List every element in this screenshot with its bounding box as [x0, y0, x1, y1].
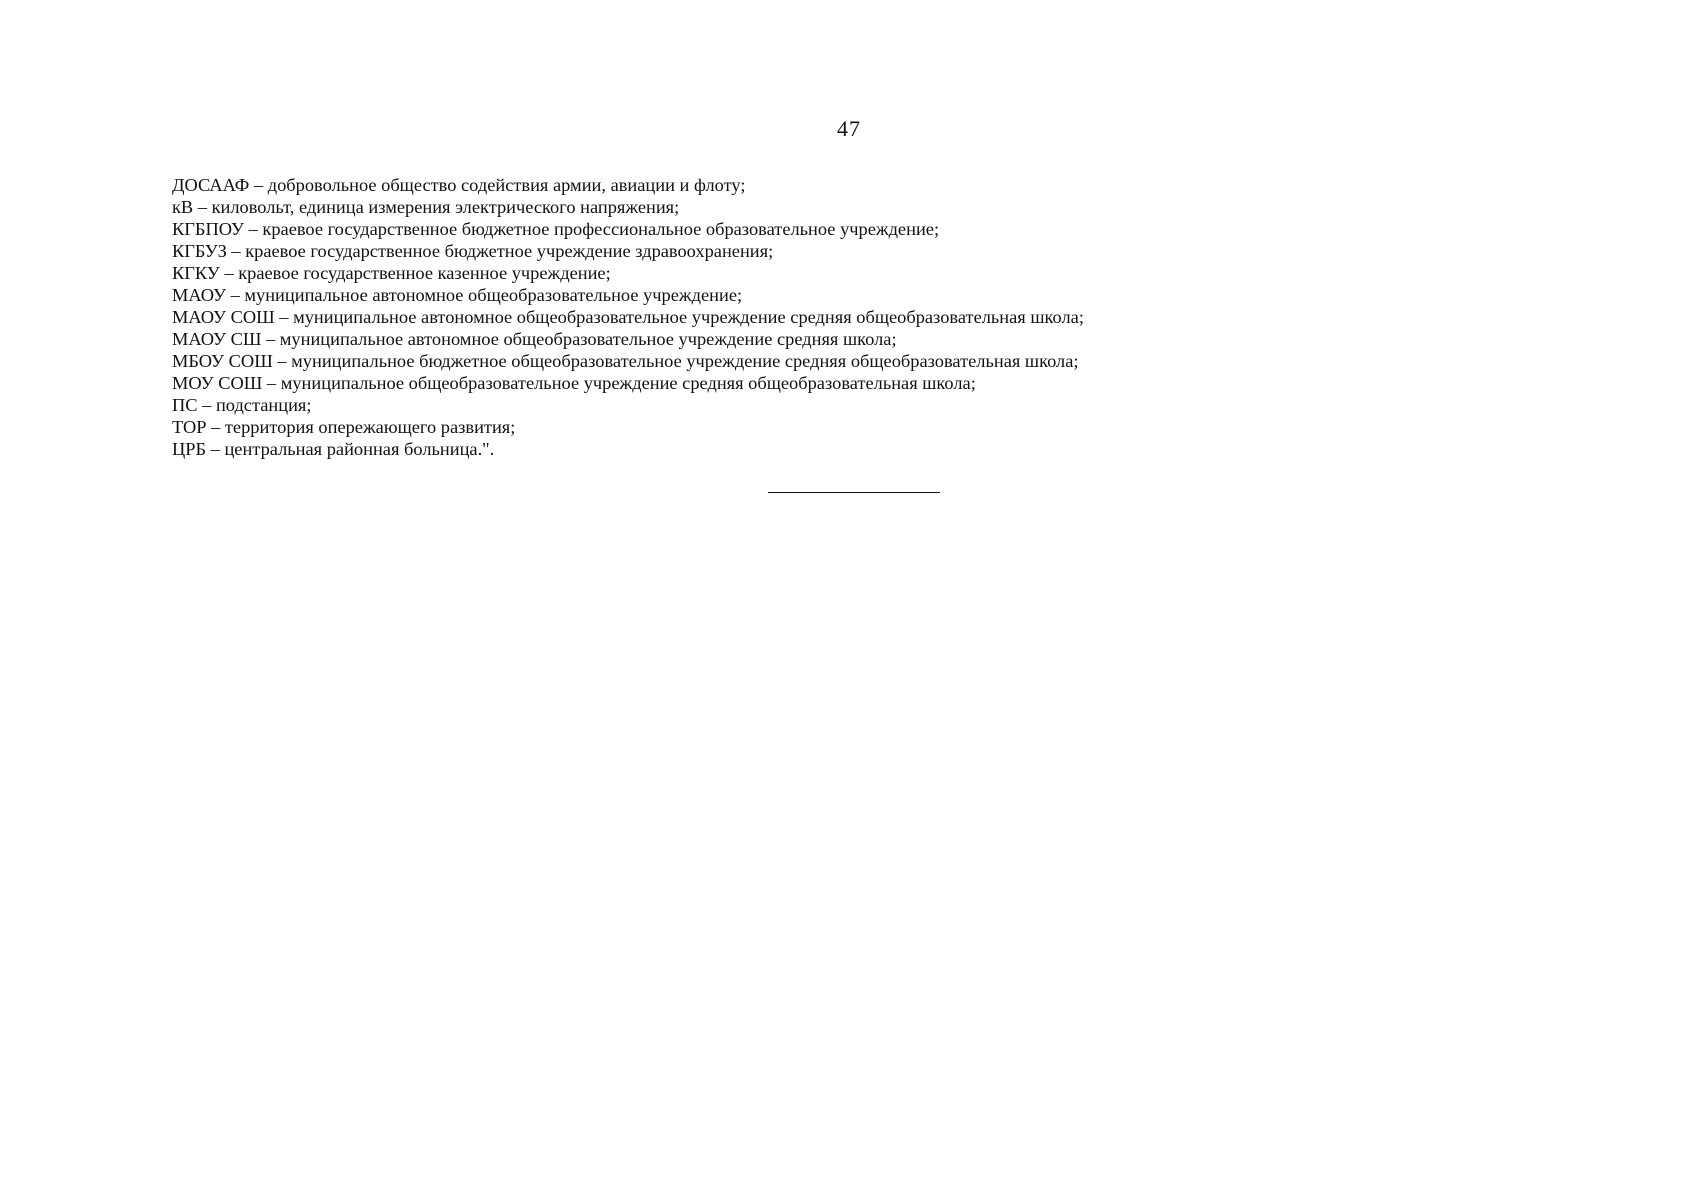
page-number: 47 — [837, 116, 861, 141]
abbreviation-ps: ПС – подстанция; — [172, 395, 312, 415]
abbreviation-mou-sosh: МОУ СОШ – муниципальное общеобразовательное учреждение средняя общеобразовательная школа; — [172, 373, 976, 393]
abbreviation-tor: ТОР – территория опережающего развития; — [172, 417, 516, 437]
document-end-rule — [768, 492, 940, 493]
abbreviation-list — [172, 174, 1572, 460]
abbreviation-maou-ssh: МАОУ СШ – муниципальное автономное общеобразовательное учреждение средняя школа; — [172, 329, 897, 349]
abbreviation-crb: ЦРБ – центральная районная больница.". — [172, 439, 495, 459]
abbreviation-kgbuz: КГБУЗ – краевое государственное бюджетное учреждение здравоохранения; — [172, 241, 774, 261]
abbreviation-kgbpou: КГБПОУ – краевое государственное бюджетное профессиональное образовательное учреждение; — [172, 219, 940, 239]
abbreviation-maou: МАОУ – муниципальное автономное общеобразовательное учреждение; — [172, 285, 743, 305]
abbreviation-kv: кВ – киловольт, единица измерения электрического напряжения; — [172, 197, 680, 217]
abbreviation-kgku: КГКУ – краевое государственное казенное учреждение; — [172, 263, 611, 283]
abbreviation-maou-sosh: МАОУ СОШ – муниципальное автономное общеобразовательное учреждение средняя общеобразовательная школа; — [172, 307, 1084, 327]
abbreviation-dosaaf: ДОСААФ – добровольное общество содействия армии, авиации и флоту; — [172, 175, 746, 195]
abbreviation-mbou-sosh: МБОУ СОШ – муниципальное бюджетное общеобразовательное учреждение средняя общеобразовательная школа; — [172, 351, 1079, 371]
